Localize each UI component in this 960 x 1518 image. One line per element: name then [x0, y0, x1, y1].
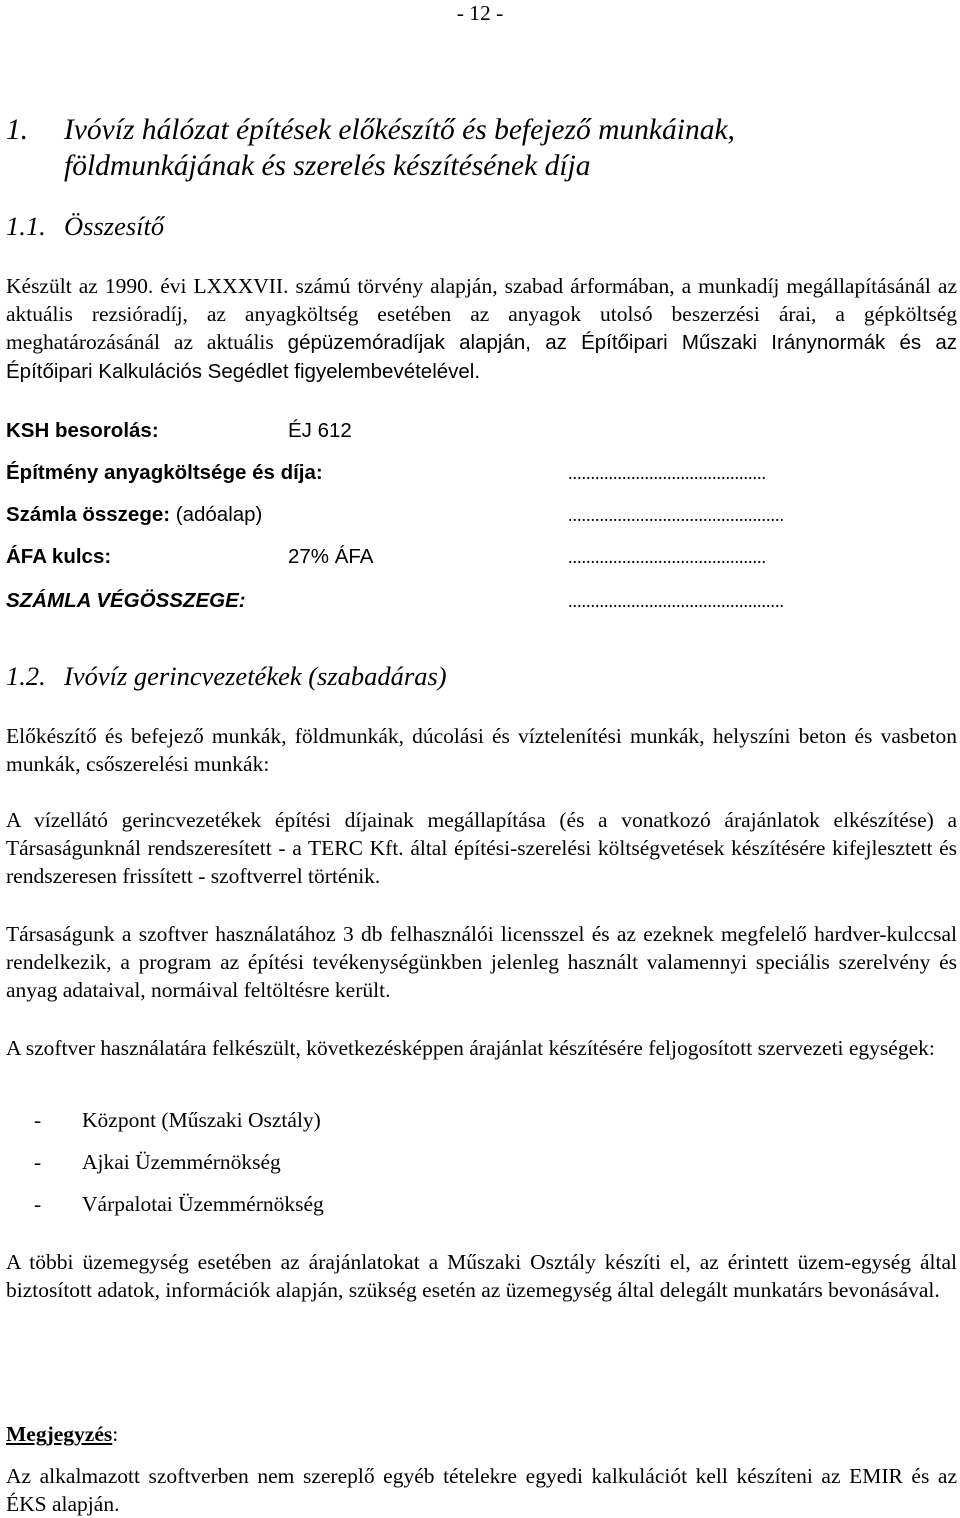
paragraph-licence: Társaságunk a szoftver használatához 3 db felhasználói licensszel és az ezeknek megfelelő hardver-kulccsal rendelkezik, a program az építési tevékenységünkben jelenleg használt valamennyi speciális szerelvény és anyag adataival, normáival feltöltésre került. [6, 922, 957, 1002]
invoice-value: ................................................ [568, 505, 784, 525]
subsection-title: Összesítő [64, 211, 165, 241]
vat-row [6, 542, 956, 572]
cost-label: Építmény anyagköltsége és díja: [6, 461, 323, 484]
note-text: Az alkalmazott szoftverben nem szereplő egyéb tételekre egyedi kalkulációt kell készíteni az EMIR és az ÉKS alapján. [6, 1464, 957, 1516]
closing-paragraph: A többi üzemegység esetében az árajánlatokat a Műszaki Osztály készíti el, az érintett üzem-egység által biztosított adatok, információk alapján, szükség esetén az üzemegység által delegált munkatárs bevonásával. [6, 1250, 957, 1302]
subsection-number: 1.2. [6, 661, 46, 691]
list-text: Központ (Műszaki Osztály) [82, 1108, 321, 1132]
invoice-label [6, 500, 262, 530]
vat-rate: 27% ÁFA [288, 545, 374, 568]
vat-value: ............................................ [568, 547, 766, 567]
invoice-label-bold: Számla összege: [6, 503, 171, 526]
paragraph-works: Előkészítő és befejező munkák, földmunkák, dúcolási és víztelenítési munkák, helyszíni beton és vasbeton munkák, csőszerelési munkák: [6, 724, 957, 776]
total-row [6, 586, 956, 616]
cost-row [6, 458, 956, 488]
ksh-value: ÉJ 612 [288, 419, 352, 442]
intro-text-part2: gépüzemóradíjak alapján, az Építőipari Műszaki Iránynormák és az Építőipari Kalkulációs Segédlet figyelembevételével. [6, 331, 957, 383]
invoice-row [6, 500, 956, 530]
subsection-title: Ivóvíz gerincvezetékek (szabadáras) [64, 661, 447, 691]
list-dash: - [34, 1150, 42, 1174]
cost-value: ............................................ [568, 463, 766, 483]
intro-paragraph [6, 272, 957, 386]
vat-label: ÁFA kulcs: [6, 545, 112, 568]
intro-text-part1: Készült az 1990. évi LXXXVII. számú törvény alapján, szabad árformában, a munkadíj megállapításánál az aktuális rezsióradíj, az anyagköltség esetében az anyagok utolsó beszerzési árai, a gépköltség meghatározásánál az aktuális [6, 274, 957, 354]
section-number: 1. [6, 114, 29, 146]
ksh-row [6, 416, 956, 446]
list-text: Várpalotai Üzemmérnökség [82, 1192, 324, 1216]
note-heading-text: Megjegyzés [6, 1422, 113, 1446]
subsection-number: 1.1. [6, 211, 46, 241]
paragraph-pricing: A vízellátó gerincvezetékek építési díjainak megállapítása (és a vonatkozó árajánlatok elkészítése) a Társaságunknál rendszeresített - a TERC Kft. által építési-szerelési költségvetések készítésére kifejlesztett és rendszeresen frissített - szoftverrel történik. [6, 808, 957, 888]
paragraph-authorized-units: A szoftver használatára felkészült, következésképpen árajánlat készítésére feljogosított szervezeti egységek: [6, 1036, 935, 1060]
invoice-label-rest: (adóalap) [170, 503, 263, 526]
note-heading-colon: : [112, 1422, 119, 1446]
note-heading [6, 1420, 118, 1448]
page-number: - 12 - [456, 1, 504, 25]
total-value: ................................................ [568, 591, 784, 611]
list-text: Ajkai Üzemmérnökség [82, 1150, 281, 1174]
section-title: Ivóvíz hálózat építések előkészítő és befejező munkáinak, földmunkájának és szerelés készítésének díja [64, 114, 735, 182]
ksh-label: KSH besorolás: [6, 419, 159, 442]
total-label: SZÁMLA VÉGÖSSZEGE: [6, 589, 246, 612]
list-dash: - [34, 1108, 42, 1132]
list-dash: - [34, 1192, 42, 1216]
